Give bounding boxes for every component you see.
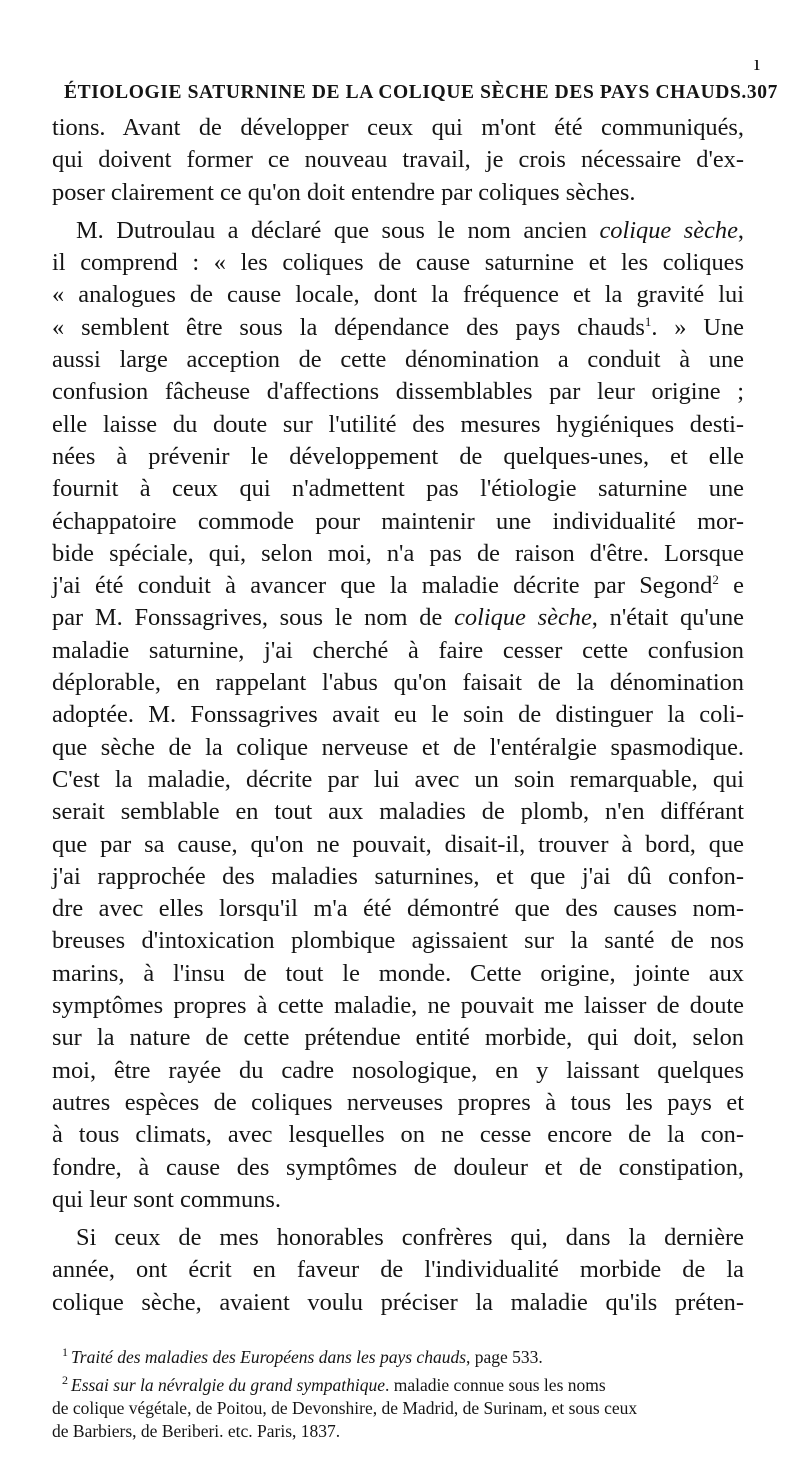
footnote-2-line-3: de Barbiers, de Beriberi. etc. Paris, 1837. bbox=[52, 1420, 341, 1441]
text-line: fournit à ceux qui n'admettent pas l'étiologie saturnine une bbox=[52, 475, 744, 503]
text-line: déplorable, en rappelant l'abus qu'on faisait de la dénomination bbox=[52, 669, 744, 697]
text-line: année, ont écrit en faveur de l'individualité morbide de la bbox=[52, 1256, 744, 1284]
text-line: échappatoire commode pour maintenir une individualité mor- bbox=[52, 507, 744, 535]
paragraph-continuation bbox=[52, 112, 744, 209]
footnote-ref: 1 bbox=[644, 313, 652, 329]
text-line: « analogues de cause locale, dont la fréquence et la gravité lui bbox=[52, 281, 744, 309]
text-line: marins, à l'insu de tout le monde. Cette origine, jointe aux bbox=[52, 959, 744, 987]
italic-term: colique sèche bbox=[599, 216, 738, 244]
text-line: j'ai rapprochée des maladies saturnines, et que j'ai dû confon- bbox=[52, 862, 744, 890]
text-line: autres espèces de coliques nerveuses propres à tous les pays et bbox=[52, 1088, 744, 1116]
text-line: qui leur sont communs. bbox=[52, 1185, 281, 1213]
page-number: 307 bbox=[746, 82, 778, 103]
text-line: symptômes propres à cette maladie, ne pouvait me laisser de doute bbox=[52, 992, 744, 1020]
text-line: aussi large acception de cette dénomination a conduit à une bbox=[52, 346, 744, 374]
text-line: à tous climats, avec lesquelles on ne cesse encore de la con- bbox=[52, 1121, 744, 1149]
text-line: C'est la maladie, décrite par lui avec un soin remarquable, qui bbox=[52, 765, 744, 793]
text-line: poser clairement ce qu'on doit entendre par coliques sèches. bbox=[52, 178, 636, 206]
text-line: M. Dutroulau a déclaré que sous le nom ancien colique sèche, bbox=[76, 216, 744, 244]
paragraph-confreres bbox=[52, 1222, 744, 1319]
running-title: ÉTIOLOGIE SATURNINE DE LA COLIQUE SÈCHE DES PAYS CHAUDS. bbox=[64, 82, 747, 103]
paragraph-dutroulau bbox=[52, 215, 744, 1216]
footnote-2-line-2: de colique végétale, de Poitou, de Devonshire, de Madrid, de Surinam, et sous ceux bbox=[52, 1397, 638, 1418]
book-page bbox=[52, 82, 778, 1443]
text-line: il comprend : « les coliques de cause saturnine et les coliques bbox=[52, 249, 744, 277]
text-line: colique sèche, avaient voulu préciser la maladie qu'ils préten- bbox=[52, 1288, 744, 1316]
running-head bbox=[64, 82, 778, 104]
text-line: par M. Fonssagrives, sous le nom de colique sèche, n'était qu'une bbox=[52, 604, 744, 632]
footnote-ref: 2 bbox=[712, 572, 719, 588]
text-line: nées à prévenir le développement de quelques-unes, et elle bbox=[52, 442, 744, 470]
text-line: breuses d'intoxication plombique agissaient sur la santé de nos bbox=[52, 927, 744, 955]
footnote-1: $^1$ Traité des maladies des Européens dans les pays chauds, page 533. bbox=[62, 1344, 543, 1367]
text-line: maladie saturnine, j'ai cherché à faire cesser cette confusion bbox=[52, 636, 744, 664]
body-text bbox=[52, 112, 744, 1319]
text-line: confusion fâcheuse d'affections dissemblables par leur origine ; bbox=[52, 378, 744, 406]
text-line: tions. Avant de développer ceux qui m'ont été communiqués, bbox=[52, 114, 744, 141]
text-line: fondre, à cause des symptômes de douleur et de constipation, bbox=[52, 1153, 744, 1181]
corner-mark: ı bbox=[753, 50, 760, 75]
text-line: serait semblable en tout aux maladies de plomb, n'en différant bbox=[52, 798, 744, 826]
italic-term: colique sèche bbox=[454, 604, 592, 632]
text-line: j'ai été conduit à avancer que la maladie décrite par Segond$^2$ e bbox=[52, 572, 744, 600]
text-line: « semblent être sous la dépendance des pays chauds$^1$. » Une bbox=[52, 313, 745, 341]
text-line: adoptée. M. Fonssagrives avait eu le soin de distinguer la coli- bbox=[52, 701, 744, 729]
footnote-2: $^2$ Essai sur la névralgie du grand sympathique. maladie connue sous les noms bbox=[62, 1372, 606, 1395]
text-line: elle laisse du doute sur l'utilité des mesures hygiéniques desti- bbox=[52, 410, 744, 438]
text-line: que sèche de la colique nerveuse et de l'entéralgie spasmodique. bbox=[52, 733, 744, 761]
text-line: dre avec elles lorsqu'il m'a été démontré que des causes nom- bbox=[52, 895, 744, 923]
footnotes bbox=[52, 1341, 744, 1443]
text-line: sur la nature de cette prétendue entité morbide, qui doit, selon bbox=[52, 1024, 744, 1052]
text-line: qui doivent former ce nouveau travail, je crois nécessaire d'ex- bbox=[52, 146, 744, 174]
text-line: que par sa cause, qu'on ne pouvait, disait-il, trouver à bord, que bbox=[52, 830, 744, 858]
text-line: bide spéciale, qui, selon moi, n'a pas de raison d'être. Lorsque bbox=[52, 539, 744, 567]
text-line: moi, être rayée du cadre nosologique, en y laissant quelques bbox=[52, 1056, 744, 1084]
text-line: Si ceux de mes honorables confrères qui, dans la dernière bbox=[76, 1224, 744, 1252]
